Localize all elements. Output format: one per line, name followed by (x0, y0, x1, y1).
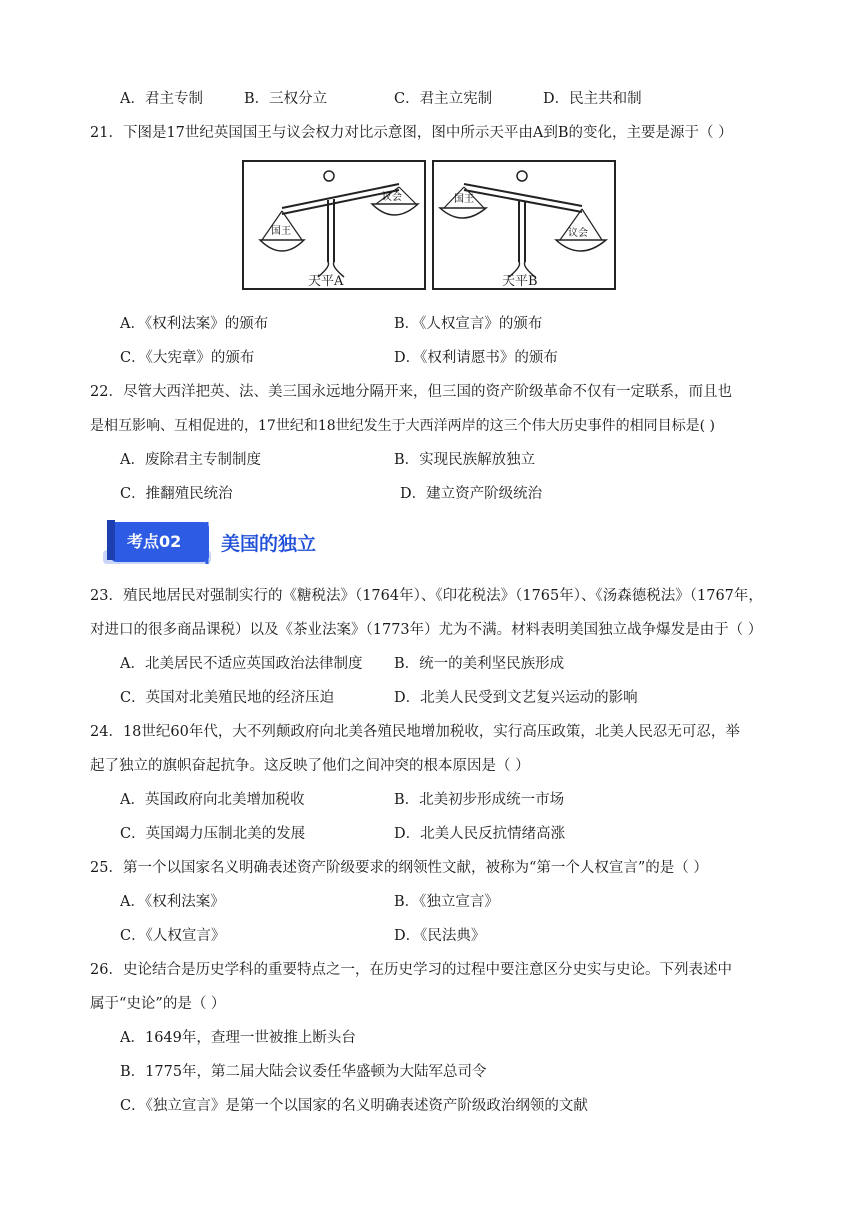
question-26-stem-line1: 26．史论结合是历史学科的重要特点之一，在历史学习的过程中要注意区分史实与史论。下列表述中 (90, 962, 732, 978)
option-c: C．《独立宣言》是第一个以国家的名义明确表述资产阶级政治纲领的文献 (120, 1098, 588, 1114)
option-a: A．《权利法案》的颁布 (120, 316, 269, 332)
section-badge-label: 考点02 (127, 532, 182, 551)
option-c: C．英国竭力压制北美的发展 (120, 826, 306, 842)
option-b: B．三权分立 (244, 91, 328, 107)
option-b: B．实现民族解放独立 (394, 452, 536, 468)
option-a: A．英国政府向北美增加税收 (120, 792, 305, 808)
option-d: D．北美人民反抗情绪高涨 (394, 826, 566, 842)
question-24-stem-line1: 24．18世纪60年代，大不列颠政府向北美各殖民地增加税收，实行高压政策，北美人民忍无可忍，举 (90, 724, 740, 740)
question-24-stem-line2: 起了独立的旗帜奋起抗争。这反映了他们之间冲突的根本原因是（ ） (90, 758, 530, 774)
option-b: B．《人权宣言》的颁布 (394, 316, 543, 332)
option-d: D．北美人民受到文艺复兴运动的影响 (394, 690, 638, 706)
option-c: C．《大宪章》的颁布 (120, 350, 255, 366)
king-label: 国王 (271, 226, 291, 237)
parliament-label: 议会 (382, 192, 402, 203)
option-c: C．推翻殖民统治 (120, 486, 233, 502)
question-22-stem-line2: 是相互影响、互相促进的，17世纪和18世纪发生于大西洋两岸的这三个伟大历史事件的相同目标是( ) (90, 418, 716, 434)
section-badge (103, 520, 211, 566)
question-23-stem-line1: 23．殖民地居民对强制实行的《糖税法》（1764年）、《印花税法》（1765年）、《汤森德税法》（1767年， (90, 588, 763, 604)
option-d: D．《民法典》 (394, 928, 486, 944)
option-b: B．北美初步形成统一市场 (394, 792, 565, 808)
section-title: 美国的独立 (221, 533, 317, 555)
balance-b-label: 天平B (502, 274, 538, 289)
parliament-label: 议会 (568, 228, 588, 239)
question-22-stem-line1: 22．尽管大西洋把英、法、美三国永远地分隔开来，但三国的资产阶级革命不仅有一定联系，而且也 (90, 384, 732, 400)
balance-a-panel (242, 160, 426, 290)
option-d: D．民主共和制 (543, 91, 642, 107)
option-d: D．建立资产阶级统治 (400, 486, 543, 502)
balance-b-panel (432, 160, 616, 290)
option-a: A．《权利法案》 (120, 894, 225, 910)
option-b: B．《独立宣言》 (394, 894, 499, 910)
option-a: A．北美居民不适应英国政治法律制度 (120, 656, 363, 672)
question-25-stem: 25．第一个以国家名义明确表述资产阶级要求的纲领性文献，被称为“第一个人权宣言”的是（ ） (90, 860, 708, 876)
option-a: A．1649年，查理一世被推上断头台 (120, 1030, 356, 1046)
option-b: B．1775年，第二届大陆会议委任华盛顿为大陆军总司令 (120, 1064, 487, 1080)
question-26-stem-line2: 属于“史论”的是（ ） (90, 996, 226, 1012)
option-c: C．英国对北美殖民地的经济压迫 (120, 690, 335, 706)
option-b: B．统一的美利坚民族形成 (394, 656, 565, 672)
king-label: 国王 (454, 194, 474, 205)
option-c: C．君主立宪制 (394, 91, 493, 107)
question-23-stem-line2: 对进口的很多商品课税）以及《茶业法案》（1773年）尤为不满。材料表明美国独立战争爆发是由于（ ） (90, 622, 763, 638)
question-21-stem: 21．下图是17世纪英国国王与议会权力对比示意图，图中所示天平由A到B的变化，主要是源于（ ） (90, 125, 733, 141)
option-d: D．《权利请愿书》的颁布 (394, 350, 558, 366)
option-c: C．《人权宣言》 (120, 928, 226, 944)
balance-a-label: 天平A (308, 274, 344, 289)
option-a: A．废除君主专制制度 (120, 452, 261, 468)
option-a: A．君主专制 (120, 91, 203, 107)
